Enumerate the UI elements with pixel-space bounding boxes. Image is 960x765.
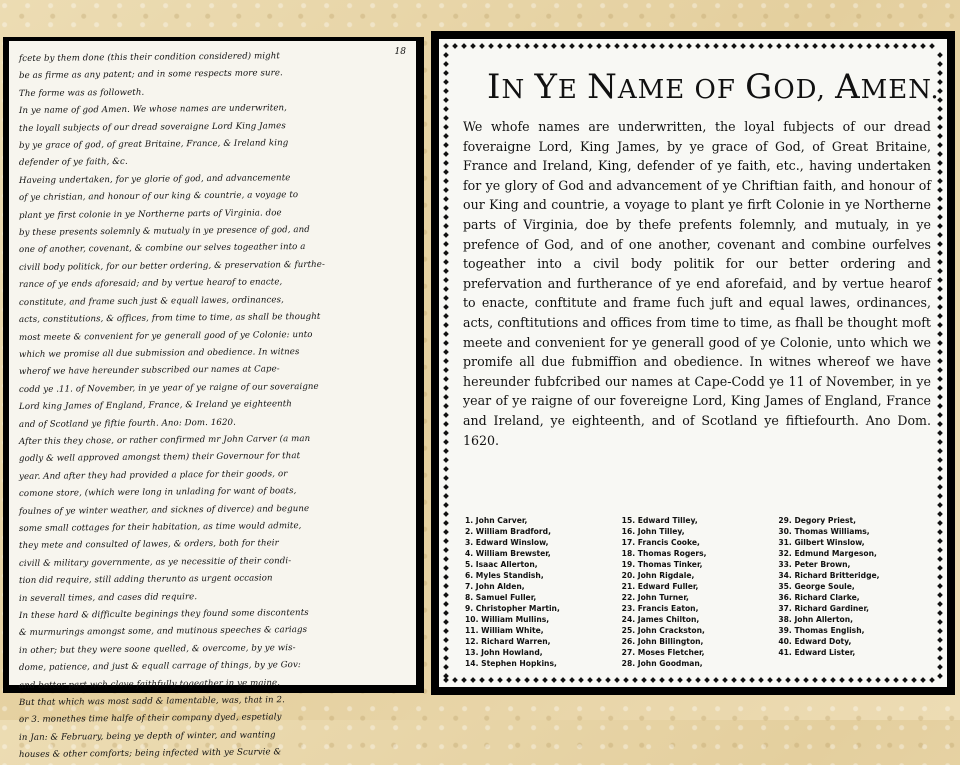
manuscript-line: After this they chose, or rather confirmed mr John Carver (a man — [18, 433, 311, 447]
manuscript-line: fcete by them done (this their condition considered) might — [18, 51, 280, 64]
manuscript-line: foulnes of ye winter weather, and sicknes of diverce) and begune — [18, 503, 310, 517]
signer-name: 11. William White, — [465, 626, 544, 635]
signer-name: 23. Francis Eaton, — [621, 604, 699, 613]
signer-name: 20. John Rigdale, — [621, 571, 695, 580]
signer-name: 1. John Carver, — [465, 516, 528, 525]
signer-name: 15. Edward Tilley, — [621, 516, 698, 525]
manuscript-line: by ye grace of god, of great Britaine, France, & Ireland king — [18, 138, 289, 152]
manuscript-line: wherof we have hereunder subscribed our names at Cape- — [18, 364, 280, 378]
manuscript-line: by these presents solemnly & mutualy in ye presence of god, and — [18, 225, 310, 239]
manuscript-line: of ye christian, and honour of our king & countrie, a voyage to — [18, 190, 299, 204]
signers-column-2 — [622, 515, 779, 669]
manuscript-line: or 3. monethes time halfe of their company dyed, espetialy — [18, 712, 282, 726]
signer-name: 34. Richard Britteridge, — [778, 571, 880, 580]
signer-name: 2. William Bradford, — [465, 527, 551, 536]
manuscript-line: comone store, (which were long in unlading for want of boats, — [18, 486, 297, 500]
manuscript-page — [9, 41, 416, 761]
signer-name: 19. Thomas Tinker, — [621, 560, 703, 569]
signer-name: 9. Christopher Martin, — [465, 604, 560, 613]
manuscript-line: rance of ye ends aforesaid; and by vertue hearof to enacte, — [18, 277, 283, 291]
manuscript-image-frame — [3, 37, 424, 761]
manuscript-line: be as firme as any patent; and in some respects more sure. — [18, 68, 283, 82]
manuscript-line: in other; but they were soone quelled, & overcome, by ye wis- — [18, 642, 296, 656]
manuscript-line: houses & other comforts; being infected with ye Scurvie & — [18, 747, 282, 761]
manuscript-text — [18, 51, 408, 761]
signer-name: 31. Gilbert Winslow, — [778, 538, 865, 547]
signer-name: 27. Moses Fletcher, — [621, 648, 705, 657]
signer-name: 13. John Howland, — [465, 648, 543, 657]
compact-paragraph: We whofe names are underwritten, the loyal fubjects of our dread foveraigne Lord, King James, by ye grace of God, of Great Britaine, France and Ireland, King, defender of ye faith, etc., having undertaken for ye glory of God and advancement of ye Chriftian faith, and honour of our King and countrie, a voyage to plant ye firft Colonie in ye Northerne parts of Virginia, doe by thefe prefents folemnly, and mutualy, in ye prefence of God, and of one another, covenant and combine ourfelves togeather into a civil body politik for our better ordering and prefervation and furtherance of ye end aforefaid, and by vertue hearof to enacte, conftitute and frame fuch juft and equal lawes, ordinances, acts, conftitutions and offices from time to time, as fhall be thought moft meete and convenient for ye generall good of ye Colonie, unto which we promife all due fubmiffion and obedience. In witnes whereof we have hereunder fubfcribed our names at Cape-Codd ye 11 of November, in ye year of ye raigne of our fovereigne Lord, King James of England, France and Ireland, ye eighteenth, and of Scotland ye fiftiefourth. Ano Dom. 1620. — [463, 119, 931, 448]
signer-name: 26. John Billington, — [621, 637, 704, 646]
manuscript-line: dome, patience, and just & equall carrage of things, by ye Gov: — [18, 660, 301, 674]
manuscript-line: In these hard & difficulte beginings they found some discontents — [18, 607, 309, 621]
signer-name: 3. Edward Winslow, — [465, 538, 549, 547]
manuscript-line: one of another, covenant, & combine our selves togeather into a — [18, 242, 306, 256]
signer-name: 29. Degory Priest, — [778, 516, 856, 525]
signer-name: 22. John Turner, — [621, 593, 689, 602]
manuscript-line: Lord king James of England, France, & Ireland ye eighteenth — [18, 399, 292, 413]
signer-name: 36. Richard Clarke, — [778, 593, 860, 602]
signer-name: 38. John Allerton, — [778, 615, 854, 624]
manuscript-line: But that which was most sadd & lamentable, was, that in 2. — [18, 695, 285, 709]
manuscript-line: godly & well approved amongst them) their Governour for that — [18, 451, 301, 465]
manuscript-line: the loyall subjects of our dread soveraigne Lord King James — [18, 120, 286, 134]
signer-name: 18. Thomas Rogers, — [621, 549, 707, 558]
manuscript-line: Haveing undertaken, for ye glorie of god, and advancemente — [18, 173, 291, 186]
signer-name: 35. George Soule, — [778, 582, 855, 591]
signer-name: 30. Thomas Williams, — [778, 527, 870, 536]
signer-name: 41. Edward Lister, — [778, 648, 856, 657]
signer-name: 24. James Chilton, — [621, 615, 700, 624]
manuscript-line: acts, constitutions, & offices, from time to time, as shall be thought — [18, 311, 321, 326]
signer-name: 39. Thomas English, — [778, 626, 865, 635]
signers-list — [465, 515, 935, 669]
signer-name: 32. Edmund Margeson, — [778, 549, 877, 558]
signer-name: 4. William Brewster, — [465, 549, 551, 558]
manuscript-line: defender of ye faith, &c. — [18, 157, 128, 169]
signers-column-3 — [778, 515, 935, 669]
signer-name: 25. John Crackston, — [621, 626, 705, 635]
signer-name: 37. Richard Gardiner, — [778, 604, 869, 613]
manuscript-line: tion did require, still adding therunto as urgent occasion — [18, 573, 273, 587]
signer-name: 28. John Goodman, — [621, 659, 703, 668]
manuscript-line: constitute, and frame such just & equall lawes, ordinances, — [18, 294, 284, 308]
signer-name: 17. Francis Cooke, — [621, 538, 700, 547]
manuscript-line: civill body politick, for our better ordering, & preservation & furthe- — [18, 259, 326, 273]
printed-compact-frame — [431, 31, 955, 695]
signer-name: 6. Myles Standish, — [465, 571, 544, 580]
signer-name: 7. John Alden, — [465, 582, 525, 591]
signer-name: 5. Isaac Allerton, — [465, 560, 538, 569]
signer-name: 8. Samuel Fuller, — [465, 593, 537, 602]
signer-name: 16. John Tilley, — [621, 527, 685, 536]
manuscript-line: plant ye first colonie in ye Northerne parts of Virginia. doe — [18, 207, 282, 221]
printed-compact-page — [439, 39, 947, 687]
signer-name: 14. Stephen Hopkins, — [465, 659, 557, 668]
manuscript-line: & murmurings amongst some, and mutinous speeches & cariags — [18, 625, 308, 639]
manuscript-line: which we promise all due submission and obedience. In witnes — [18, 346, 300, 360]
signer-name: 12. Richard Warren, — [465, 637, 551, 646]
manuscript-line: some small cottages for their habitation, as time would admite, — [18, 521, 302, 534]
manuscript-line: In ye name of god Amen. We whose names are underwriten, — [18, 103, 288, 117]
manuscript-line: and better part wch clave faithfully togeather in ye maine. — [18, 677, 281, 691]
manuscript-line: they mete and consulted of lawes, & orders, both for their — [18, 538, 279, 552]
compact-title: IN YE NAME OF GOD, AMEN. — [487, 67, 940, 107]
manuscript-line: and of Scotland ye fiftie fourth. Ano: Dom. 1620. — [18, 417, 236, 430]
manuscript-line: civill & military governmente, as ye necessitie of their condi- — [18, 555, 292, 569]
manuscript-line: The forme was as followeth. — [18, 87, 145, 99]
manuscript-line: codd ye .11. of November, in ye year of ye raigne of our soveraigne — [18, 381, 319, 395]
manuscript-line: in Jan: & February, being ye depth of winter, and wanting — [18, 730, 276, 743]
manuscript-line: most meete & convenient for ye generall good of ye Colonie: unto — [18, 329, 313, 343]
signer-name: 21. Edward Fuller, — [621, 582, 699, 591]
manuscript-page-number: 18 — [394, 47, 406, 57]
signers-column-1 — [465, 515, 622, 669]
manuscript-line: year. And after they had provided a place for their goods, or — [18, 468, 288, 482]
signer-name: 10. William Mullins, — [465, 615, 550, 624]
signer-name: 33. Peter Brown, — [778, 560, 851, 569]
signer-name: 40. Edward Doty, — [778, 637, 852, 646]
manuscript-line: in severall times, and cases did require. — [18, 591, 198, 604]
